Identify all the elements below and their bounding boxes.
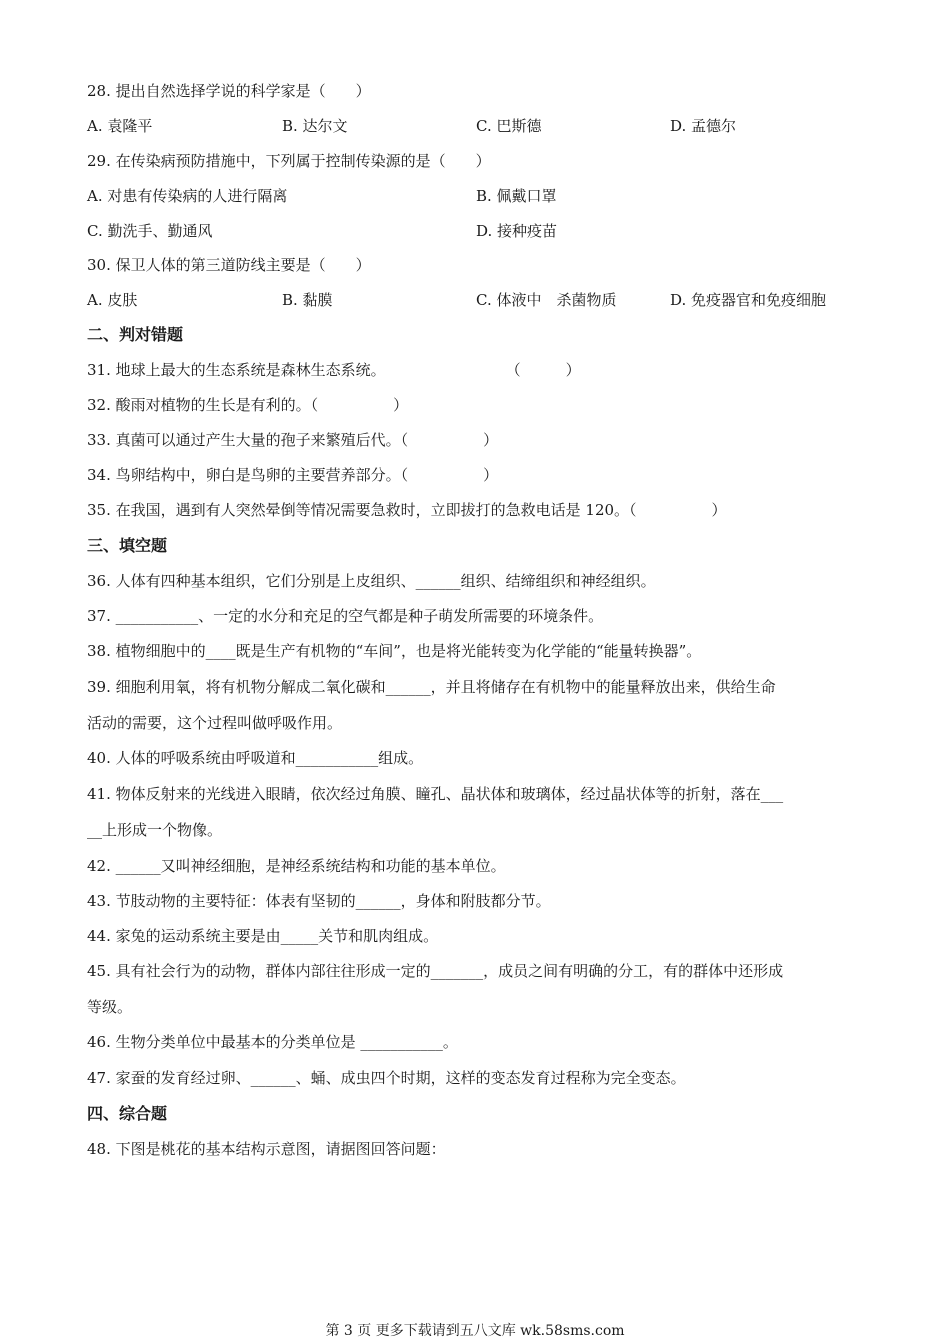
- q29-option-c: C. 勤洗手、勤通风: [87, 222, 213, 240]
- question-47: 47. 家蚕的发育经过卵、______、蛹、成虫四个时期，这样的变态发育过程称为完全变态。: [87, 1069, 686, 1087]
- q29-option-a: A. 对患有传染病的人进行隔离: [87, 187, 288, 205]
- q30-option-a: A. 皮肤: [87, 291, 138, 309]
- question-40: 40. 人体的呼吸系统由呼吸道和___________组成。: [87, 749, 424, 767]
- section-heading-fill: 三、填空题: [87, 536, 168, 555]
- question-38: 38. 植物细胞中的____既是生产有机物的“车间”，也是将光能转变为化学能的“能量转换器”。: [87, 642, 702, 660]
- question-28-stem: 28. 提出自然选择学说的科学家是（ ）: [87, 82, 371, 100]
- question-31: 31. 地球上最大的生态系统是森林生态系统。 （ ）: [87, 361, 581, 379]
- q28-option-b: B. 达尔文: [282, 117, 348, 135]
- section-heading-comprehensive: 四、综合题: [87, 1104, 168, 1123]
- question-48: 48. 下图是桃花的基本结构示意图，请据图回答问题：: [87, 1140, 446, 1158]
- question-30-stem: 30. 保卫人体的第三道防线主要是（ ）: [87, 256, 371, 274]
- question-45-line1: 45. 具有社会行为的动物，群体内部往往形成一定的_______，成员之间有明确的分工，有的群体中还形成: [87, 962, 784, 980]
- question-46: 46. 生物分类单位中最基本的分类单位是 ___________。: [87, 1033, 458, 1051]
- question-44: 44. 家兔的运动系统主要是由_____关节和肌肉组成。: [87, 927, 439, 945]
- q29-option-d: D. 接种疫苗: [476, 222, 558, 240]
- q30-option-b: B. 黏膜: [282, 291, 333, 309]
- q28-option-c: C. 巴斯德: [476, 117, 542, 135]
- question-37: 37. ___________、一定的水分和充足的空气都是种子萌发所需要的环境条件。: [87, 607, 604, 625]
- question-41-line1: 41. 物体反射来的光线进入眼睛，依次经过角膜、瞳孔、晶状体和玻璃体，经过晶状体等的折射，落在___: [87, 785, 784, 803]
- question-39-line1: 39. 细胞利用氧，将有机物分解成二氧化碳和______，并且将储存在有机物中的能量释放出来，供给生命: [87, 678, 776, 696]
- question-45-line2: 等级。: [87, 998, 133, 1016]
- question-35: 35. 在我国，遇到有人突然晕倒等情况需要急救时，立即拔打的急救电话是 120。（ ）: [87, 501, 727, 519]
- section-heading-judge: 二、判对错题: [87, 325, 184, 344]
- q28-option-a: A. 袁隆平: [87, 117, 153, 135]
- page-footer: 第 3 页 更多下载请到五八文库 wk.58sms.com: [325, 1323, 625, 1339]
- q30-option-c: C. 体液中 杀菌物质: [476, 291, 617, 309]
- question-42: 42. ______又叫神经细胞，是神经系统结构和功能的基本单位。: [87, 857, 506, 875]
- q29-option-b: B. 佩戴口罩: [476, 187, 557, 205]
- q28-option-d: D. 孟德尔: [670, 117, 737, 135]
- question-41-line2: __上形成一个物像。: [87, 821, 223, 839]
- question-29-stem: 29. 在传染病预防措施中，下列属于控制传染源的是（ ）: [87, 152, 491, 170]
- question-43: 43. 节肢动物的主要特征：体表有坚韧的______，身体和附肢都分节。: [87, 892, 551, 910]
- question-36: 36. 人体有四种基本组织，它们分别是上皮组织、______组织、结缔组织和神经组织。: [87, 572, 656, 590]
- q30-option-d: D. 免疫器官和免疫细胞: [670, 291, 827, 309]
- question-33: 33. 真菌可以通过产生大量的孢子来繁殖后代。（ ）: [87, 431, 499, 449]
- question-34: 34. 鸟卵结构中，卵白是鸟卵的主要营养部分。（ ）: [87, 466, 499, 484]
- question-39-line2: 活动的需要，这个过程叫做呼吸作用。: [87, 714, 343, 732]
- question-32: 32. 酸雨对植物的生长是有利的。（ ）: [87, 396, 409, 414]
